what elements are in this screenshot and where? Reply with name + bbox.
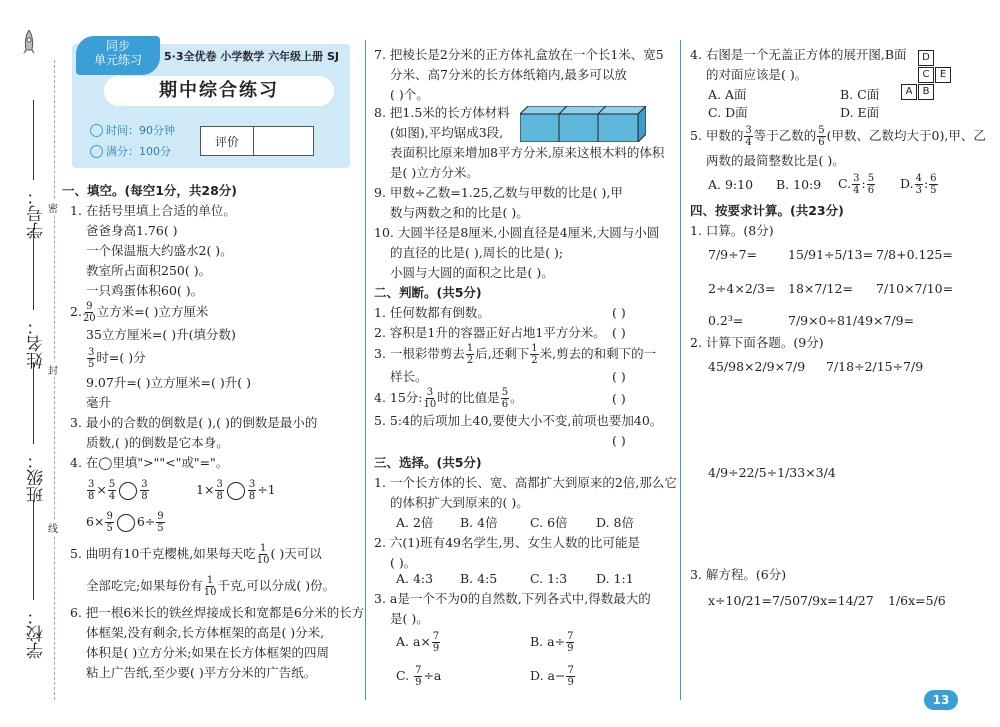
- section3-title: 三、选择。(共5分): [374, 455, 482, 470]
- work-area[interactable]: [700, 486, 980, 556]
- option-b[interactable]: B. C面: [840, 87, 880, 102]
- eval-field[interactable]: [254, 127, 312, 155]
- option-d[interactable]: D. 1:1: [596, 571, 634, 586]
- option-a[interactable]: A. 2倍: [396, 515, 434, 530]
- judge-paren-3[interactable]: ( ): [612, 369, 626, 384]
- student-id-label: 学号：: [27, 188, 47, 239]
- series-label: 5·3全优卷 小学数学 六年级上册 SJ: [164, 50, 339, 63]
- clock-icon: [90, 124, 103, 137]
- page-number-badge: [924, 690, 958, 710]
- section4-title: 四、按要求计算。(共23分): [690, 203, 844, 218]
- school-line[interactable]: [33, 500, 34, 600]
- option-a[interactable]: A. a× $\frac{7}{9}$: [396, 631, 440, 654]
- class-label: 班级：: [27, 452, 47, 503]
- work-area[interactable]: [700, 380, 980, 450]
- name-label: 姓名：: [27, 318, 47, 369]
- time-label: 时间：90分钟: [106, 124, 175, 137]
- student-id-line[interactable]: [33, 100, 34, 180]
- score-label: 满分：100分: [106, 145, 171, 158]
- option-c[interactable]: C. $\frac{3}{4}$ : $\frac{5}{6}$: [838, 173, 875, 196]
- judge-paren-2[interactable]: ( ): [612, 325, 626, 340]
- seal-xian: 线: [48, 520, 58, 535]
- compare-circle[interactable]: [117, 514, 135, 532]
- sync-badge: 同步 单元练习: [76, 36, 160, 75]
- judge-paren-4[interactable]: ( ): [612, 391, 626, 406]
- rocket-icon: [22, 30, 36, 56]
- compare-circle[interactable]: [227, 482, 245, 500]
- option-a[interactable]: A. A面: [708, 87, 747, 102]
- option-c[interactable]: C. 1:3: [530, 571, 568, 586]
- check-icon: [90, 145, 103, 158]
- option-c[interactable]: C. $\frac{7}{9}$ ÷a: [396, 665, 442, 688]
- eval-box: 评价: [200, 126, 314, 156]
- title-band: [104, 76, 334, 106]
- option-b[interactable]: B. a÷ $\frac{7}{9}$: [530, 631, 574, 654]
- seal-mi: 密: [48, 200, 58, 215]
- seal-feng: 封: [48, 362, 58, 377]
- option-a[interactable]: A. 4:3: [396, 571, 434, 586]
- page-title: 期中综合练习: [159, 80, 279, 101]
- binding-margin: [0, 0, 60, 727]
- option-c[interactable]: C. D面: [708, 105, 748, 120]
- option-d[interactable]: D. $\frac{4}{3}$ : $\frac{6}{5}$: [900, 173, 937, 196]
- option-d[interactable]: D. a− $\frac{7}{9}$: [530, 665, 574, 688]
- class-line[interactable]: [33, 362, 34, 444]
- page-number: 13: [932, 693, 950, 707]
- header-box: [72, 39, 350, 168]
- judge-paren-5[interactable]: ( ): [612, 433, 626, 448]
- name-line[interactable]: [33, 228, 34, 310]
- compare-circle[interactable]: [119, 482, 137, 500]
- section2-title: 二、判断。(共5分): [374, 285, 482, 300]
- option-d[interactable]: D. 8倍: [596, 515, 634, 530]
- option-d[interactable]: D. E面: [840, 105, 880, 120]
- option-b[interactable]: B. 4:5: [460, 571, 498, 586]
- section1-title: 一、填空。(每空1分，共28分): [62, 183, 238, 198]
- school-label: 学校：: [27, 608, 47, 659]
- cuboid-figure: [520, 106, 646, 142]
- option-c[interactable]: C. 6倍: [530, 515, 568, 530]
- option-a[interactable]: A. 9:10: [708, 177, 754, 192]
- option-b[interactable]: B. 10:9: [776, 177, 822, 192]
- judge-paren-1[interactable]: ( ): [612, 305, 626, 320]
- option-b[interactable]: B. 4倍: [460, 515, 498, 530]
